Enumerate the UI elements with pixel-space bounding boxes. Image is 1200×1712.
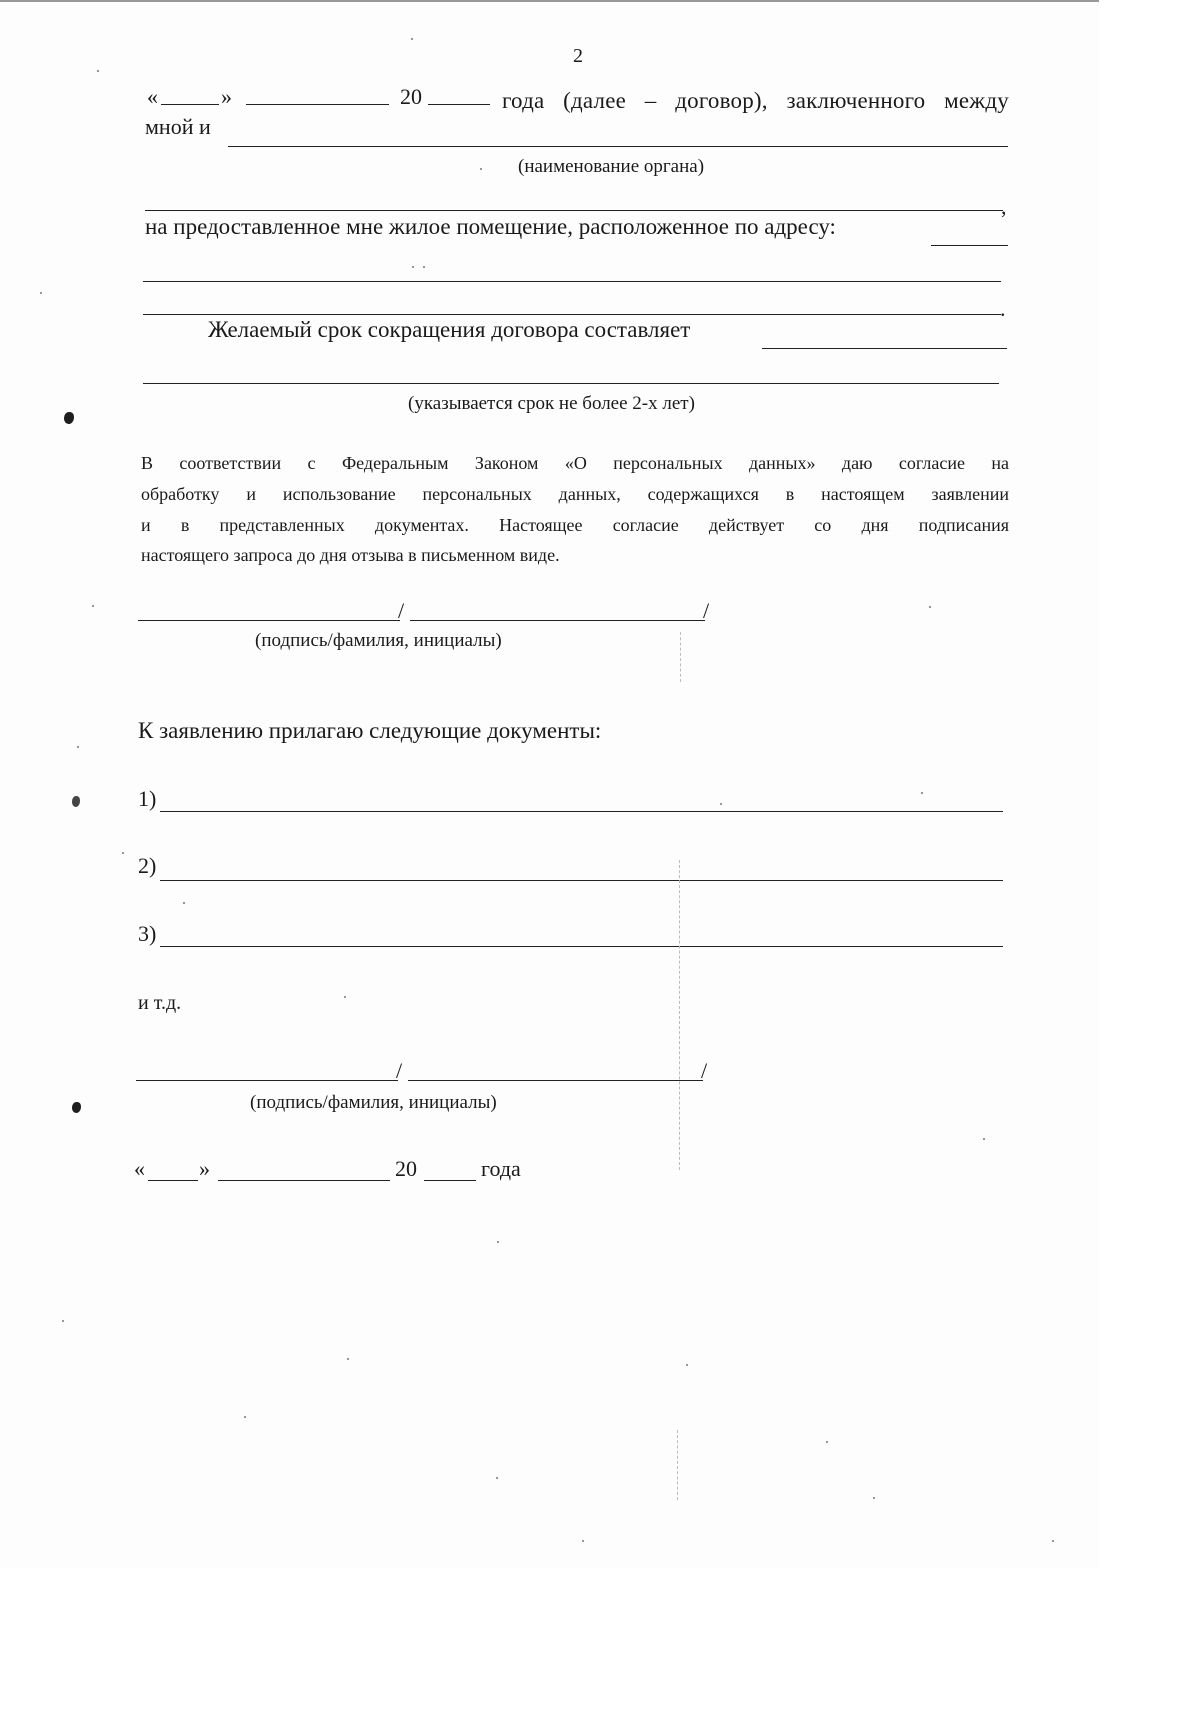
scan-dust — [686, 1364, 688, 1366]
organ-name-blank[interactable] — [228, 146, 1008, 147]
scan-dust — [244, 1416, 246, 1418]
trailing-comma: , — [1001, 194, 1007, 219]
signature-separator: / — [398, 598, 405, 623]
signature-caption-2: (подпись/фамилия, инициалы) — [250, 1092, 497, 1113]
signature-blank-2[interactable] — [136, 1080, 398, 1081]
scan-dust — [183, 902, 185, 904]
date-year-prefix: 20 — [395, 1156, 417, 1181]
scan-dust — [347, 1358, 349, 1360]
scan-dust — [97, 70, 99, 72]
scan-dust — [826, 1441, 828, 1443]
consent-line-2: обработку и использование персональных данных, содержащихся в настоящем заявлении — [141, 484, 1009, 504]
scan-dust — [480, 168, 482, 170]
scan-top-edge — [0, 0, 1099, 2]
scan-artifact-mark — [72, 1102, 81, 1113]
scan-dust — [582, 1540, 584, 1542]
attachment-blank[interactable] — [160, 811, 1003, 812]
date-open-quote: « — [134, 1156, 145, 1181]
attachment-blank[interactable] — [160, 880, 1003, 881]
date-close-quote: » — [199, 1156, 210, 1181]
scan-dust — [497, 1241, 499, 1243]
name-initials-blank-2[interactable] — [408, 1080, 703, 1081]
organ-caption: (наименование органа) — [518, 156, 705, 177]
scan-dust — [92, 605, 94, 607]
address-end-period: . — [1000, 296, 1006, 321]
me-and-label: мной и — [145, 114, 211, 139]
signature-end-slash: / — [703, 598, 710, 623]
scan-dust — [411, 38, 413, 40]
contract-text: года (далее – договор), заключенного между — [502, 88, 1009, 113]
scan-dust — [122, 852, 124, 854]
scan-artifact-mark — [64, 412, 74, 424]
scan-dust — [720, 803, 722, 805]
attachment-item-number: 3) — [138, 921, 157, 946]
scan-dust — [873, 1497, 875, 1499]
scan-artifact-line — [680, 632, 681, 682]
scan-dust — [77, 746, 79, 748]
close-quote: » — [221, 84, 232, 109]
consent-line-3: и в представленных документах. Настоящее согласие действует со дня подписания — [141, 515, 1009, 535]
attachment-item-number: 1) — [138, 786, 157, 811]
scan-dust — [40, 292, 42, 294]
date-year-blank[interactable] — [424, 1180, 476, 1181]
scan-dust — [1052, 1540, 1054, 1542]
consent-line-4: настоящего запроса до дня отзыва в письменном виде. — [141, 545, 560, 565]
signature-end-slash-2: / — [701, 1058, 708, 1083]
address-blank-2[interactable] — [143, 281, 1001, 282]
year-prefix: 20 — [400, 84, 422, 109]
scan-artifact-line — [677, 1430, 678, 1500]
name-initials-blank[interactable] — [410, 620, 705, 621]
etc-label: и т.д. — [138, 992, 182, 1014]
month-blank[interactable] — [246, 104, 389, 105]
term-caption: (указывается срок не более 2-х лет) — [408, 393, 695, 414]
scan-dust — [344, 996, 346, 998]
attachment-blank[interactable] — [160, 946, 1003, 947]
day-blank[interactable] — [161, 104, 219, 105]
date-suffix: года — [481, 1156, 521, 1181]
term-label: Желаемый срок сокращения договора составляет — [208, 317, 691, 342]
scan-artifact-mark — [72, 796, 80, 807]
signature-separator-2: / — [396, 1058, 403, 1083]
address-label: на предоставленное мне жилое помещение, расположенное по адресу: — [145, 214, 836, 239]
scan-dust — [921, 792, 923, 794]
address-blank-3[interactable] — [143, 314, 1001, 315]
organ-name-blank-2[interactable] — [145, 210, 1003, 211]
scan-dust — [423, 266, 425, 268]
consent-line-1: В соответствии с Федеральным Законом «О персональных данных» даю согласие на — [141, 453, 1009, 473]
scan-dust — [983, 1138, 985, 1140]
year-blank[interactable] — [428, 104, 490, 105]
scan-artifact-line — [679, 860, 680, 1170]
attachment-item-number: 2) — [138, 853, 157, 878]
scan-dust — [62, 1320, 64, 1322]
address-blank[interactable] — [931, 245, 1008, 246]
scan-dust — [412, 266, 414, 268]
signature-caption: (подпись/фамилия, инициалы) — [255, 630, 502, 651]
signature-blank[interactable] — [138, 620, 400, 621]
scan-dust — [929, 606, 931, 608]
date-day-blank[interactable] — [148, 1180, 198, 1181]
term-blank-2[interactable] — [143, 383, 999, 384]
attachments-heading: К заявлению прилагаю следующие документы: — [138, 718, 602, 743]
term-blank[interactable] — [762, 348, 1007, 349]
date-month-blank[interactable] — [218, 1180, 390, 1181]
page-number: 2 — [573, 45, 583, 67]
scan-dust — [496, 1477, 498, 1479]
open-quote: « — [147, 84, 158, 109]
